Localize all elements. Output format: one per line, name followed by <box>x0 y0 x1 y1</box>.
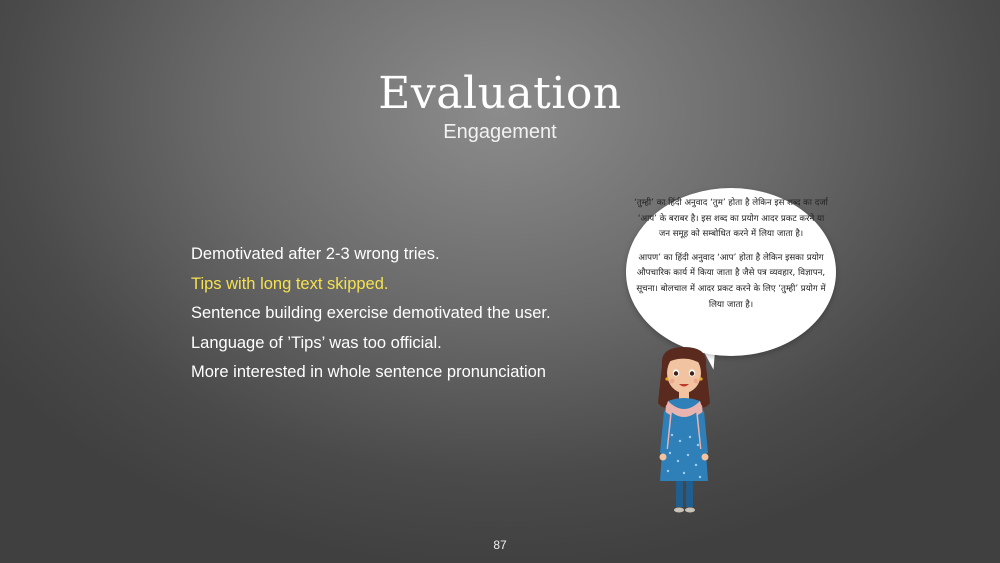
slide-subtitle: Engagement <box>443 121 557 143</box>
page-number: 87 <box>493 538 507 552</box>
slide-title: Evaluation <box>378 68 622 119</box>
findings-list <box>191 240 551 388</box>
bubble-paragraph: ‘तुम्ही’ का हिंदी अनुवाद ‘तुम’ होता है लेकिन इस शब्द का दर्जा ‘आप’ के बराबर है। इस शब्द का प्रयोग आदर प्रकट करने या जन समूह को सम्बोधित करने में लिया जाता है। <box>634 198 828 240</box>
list-item: Sentence building exercise demotivated the user. <box>191 304 551 322</box>
bubble-paragraph: आपण’ का हिंदी अनुवाद ‘आप’ होता है लेकिन इसका प्रयोग औपचारिक कार्य में किया जाता है जैसे पत्र व्यवहार, विज्ञापन, सूचना। बोलचाल में आदर प्रकट करने के लिए ‘तुम्ही’ प्रयोग में लिया जाता है। <box>636 252 826 310</box>
list-item-highlighted: Tips with long text skipped. <box>191 274 389 293</box>
speech-bubble-text <box>632 196 830 321</box>
list-item: Language of ’Tips’ was too official. <box>191 333 442 352</box>
girl-character-illustration <box>648 345 720 517</box>
list-item: More interested in whole sentence pronunciation <box>191 363 546 381</box>
list-item: Demotivated after 2-3 wrong tries. <box>191 245 440 263</box>
